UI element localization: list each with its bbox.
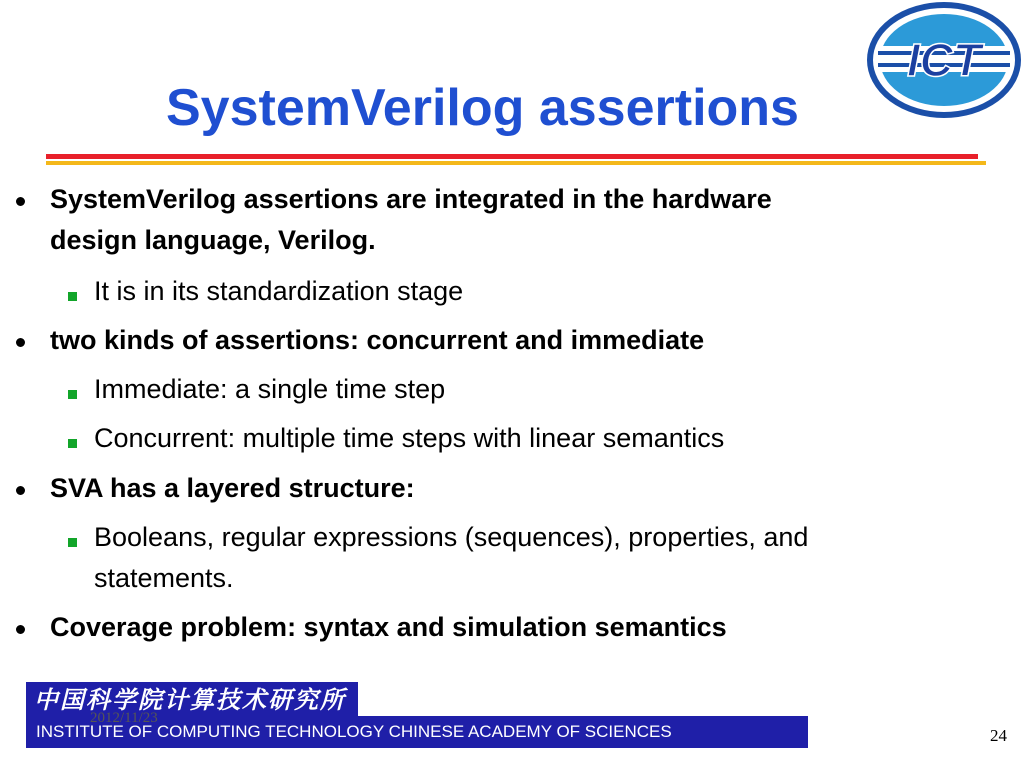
bullet-item-continuation: design language, Verilog. xyxy=(50,225,376,255)
logo-text: ICT xyxy=(906,34,982,86)
bullet-dot-icon xyxy=(16,486,25,495)
bullet-item: SystemVerilog assertions are integrated in the hardware xyxy=(50,184,772,214)
slide-date: 2012/11/23 xyxy=(90,710,158,726)
ict-logo xyxy=(866,2,1022,118)
sub-bullet-item-continuation: statements. xyxy=(94,563,234,593)
title-underline-red xyxy=(46,154,978,159)
sub-bullet-item: Booleans, regular expressions (sequences), properties, and xyxy=(94,522,809,552)
sub-bullet-item: Concurrent: multiple time steps with linear semantics xyxy=(94,423,725,453)
page-number: 24 xyxy=(990,726,1007,745)
footer-english-name: INSTITUTE OF COMPUTING TECHNOLOGY CHINESE ACADEMY OF SCIENCES xyxy=(26,716,808,748)
bullet-item: Coverage problem: syntax and simulation semantics xyxy=(50,612,727,642)
sub-bullet-item: Immediate: a single time step xyxy=(94,374,446,404)
bullet-item: two kinds of assertions: concurrent and immediate xyxy=(50,325,705,355)
bullet-dot-icon xyxy=(16,338,25,347)
footer-chinese-name: 中国科学院计算技术研究所 xyxy=(26,682,358,718)
sub-bullet-square-icon xyxy=(68,390,77,399)
title-underline-gold xyxy=(46,161,986,165)
bullet-item: SVA has a layered structure: xyxy=(50,473,415,503)
bullet-dot-icon xyxy=(16,197,25,206)
slide-title: SystemVerilog assertions xyxy=(166,79,799,137)
sub-bullet-square-icon xyxy=(68,538,77,547)
sub-bullet-square-icon xyxy=(68,439,77,448)
sub-bullet-item: It is in its standardization stage xyxy=(94,276,464,306)
bullet-dot-icon xyxy=(16,625,25,634)
sub-bullet-square-icon xyxy=(68,292,77,301)
